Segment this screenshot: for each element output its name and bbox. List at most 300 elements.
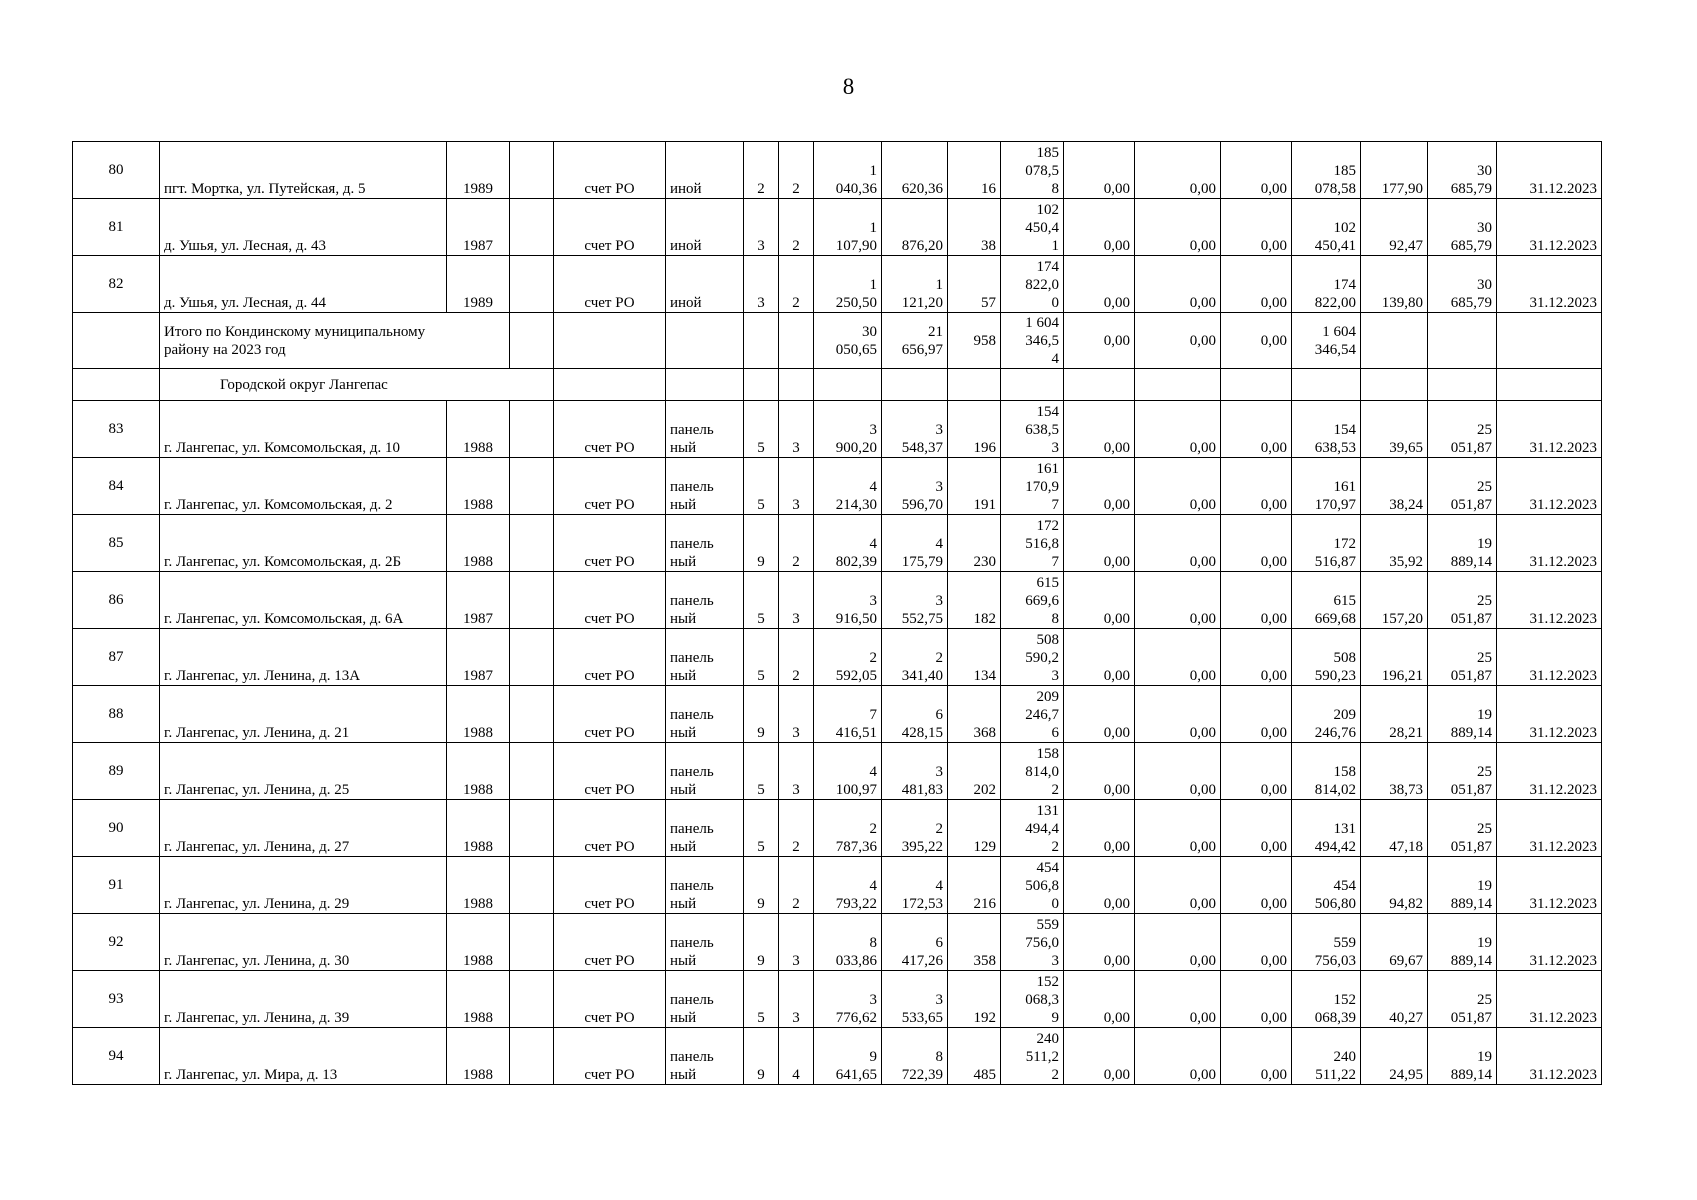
year-cell: 1988 [447,914,510,971]
wall-material-cell: панель ный [666,629,744,686]
limit-cell: 25 051,87 [1428,401,1497,458]
date-cell: 31.12.2023 [1497,199,1602,256]
total-v4: 1 604 346,54 [1292,313,1361,369]
residents-cell: 129 [948,800,1001,857]
per-sqm-cell: 47,18 [1361,800,1428,857]
area-living-cell: 8 722,39 [882,1028,948,1085]
table-row [73,256,1602,313]
address-cell: д. Ушья, ул. Лесная, д. 43 [160,199,447,256]
value4-cell: 172 516,87 [1292,515,1361,572]
total-v2: 0,00 [1135,313,1221,369]
total-row-group [73,313,1602,401]
value4-cell: 209 246,76 [1292,686,1361,743]
value1-cell: 0,00 [1064,971,1135,1028]
value2-cell: 0,00 [1135,199,1221,256]
floors-cell: 9 [744,686,779,743]
per-sqm-cell: 35,92 [1361,515,1428,572]
year-cell: 1987 [447,572,510,629]
value3-cell: 0,00 [1221,743,1292,800]
wall-material-cell: панель ный [666,857,744,914]
per-sqm-cell: 28,21 [1361,686,1428,743]
cost-cell: 240 511,2 2 [1001,1028,1064,1085]
value2-cell: 0,00 [1135,1028,1221,1085]
year-cell: 1988 [447,743,510,800]
per-sqm-cell: 69,67 [1361,914,1428,971]
row-number: 83 [73,401,160,458]
address-cell: г. Лангепас, ул. Ленина, д. 25 [160,743,447,800]
cost-cell: 454 506,8 0 [1001,857,1064,914]
address-cell: д. Ушья, ул. Лесная, д. 44 [160,256,447,313]
total-v1: 0,00 [1064,313,1135,369]
wall-material-cell: панель ный [666,515,744,572]
value4-cell: 185 078,58 [1292,142,1361,199]
value1-cell: 0,00 [1064,142,1135,199]
limit-cell: 19 889,14 [1428,686,1497,743]
fund-cell: счет РО [554,199,666,256]
value2-cell: 0,00 [1135,629,1221,686]
table-row [73,458,1602,515]
value3-cell: 0,00 [1221,256,1292,313]
area-living-cell: 1 121,20 [882,256,948,313]
value2-cell: 0,00 [1135,743,1221,800]
wall-material-cell: панель ный [666,1028,744,1085]
value3-cell: 0,00 [1221,800,1292,857]
value1-cell: 0,00 [1064,629,1135,686]
empty-cell [510,800,554,857]
value1-cell: 0,00 [1064,914,1135,971]
address-cell: пгт. Мортка, ул. Путейская, д. 5 [160,142,447,199]
entrances-cell: 2 [779,515,814,572]
year-cell: 1989 [447,256,510,313]
total-row [73,313,1602,369]
area-living-cell: 6 417,26 [882,914,948,971]
value2-cell: 0,00 [1135,971,1221,1028]
area-total-cell: 8 033,86 [814,914,882,971]
value2-cell: 0,00 [1135,572,1221,629]
wall-material-cell: панель ный [666,743,744,800]
wall-material-cell: панель ный [666,572,744,629]
date-cell: 31.12.2023 [1497,686,1602,743]
area-living-cell: 2 395,22 [882,800,948,857]
value4-cell: 508 590,23 [1292,629,1361,686]
value3-cell: 0,00 [1221,1028,1292,1085]
total-cost: 1 604 346,5 4 [1001,313,1064,369]
residents-cell: 358 [948,914,1001,971]
empty-cell [510,199,554,256]
value4-cell: 615 669,68 [1292,572,1361,629]
fund-cell: счет РО [554,629,666,686]
value1-cell: 0,00 [1064,458,1135,515]
row-number: 80 [73,142,160,199]
row-number: 90 [73,800,160,857]
cost-cell: 209 246,7 6 [1001,686,1064,743]
date-cell: 31.12.2023 [1497,142,1602,199]
empty-cell [510,458,554,515]
floors-cell: 9 [744,857,779,914]
value1-cell: 0,00 [1064,743,1135,800]
cost-cell: 158 814,0 2 [1001,743,1064,800]
residents-cell: 38 [948,199,1001,256]
row-number: 93 [73,971,160,1028]
residents-cell: 134 [948,629,1001,686]
date-cell: 31.12.2023 [1497,256,1602,313]
value2-cell: 0,00 [1135,800,1221,857]
limit-cell: 30 685,79 [1428,142,1497,199]
table-row [73,743,1602,800]
wall-material-cell: панель ный [666,800,744,857]
floors-cell: 5 [744,743,779,800]
year-cell: 1988 [447,515,510,572]
table-row [73,857,1602,914]
empty-cell [510,401,554,458]
value4-cell: 559 756,03 [1292,914,1361,971]
value2-cell: 0,00 [1135,458,1221,515]
value1-cell: 0,00 [1064,857,1135,914]
date-cell: 31.12.2023 [1497,743,1602,800]
value3-cell: 0,00 [1221,914,1292,971]
date-cell: 31.12.2023 [1497,1028,1602,1085]
value4-cell: 154 638,53 [1292,401,1361,458]
table-row [73,686,1602,743]
address-cell: г. Лангепас, ул. Комсомольская, д. 6А [160,572,447,629]
value3-cell: 0,00 [1221,971,1292,1028]
row-number: 91 [73,857,160,914]
area-total-cell: 4 793,22 [814,857,882,914]
value3-cell: 0,00 [1221,629,1292,686]
cost-cell: 174 822,0 0 [1001,256,1064,313]
floors-cell: 2 [744,142,779,199]
address-cell: г. Лангепас, ул. Ленина, д. 39 [160,971,447,1028]
table-row [73,515,1602,572]
total-residents: 958 [948,313,1001,369]
area-living-cell: 2 341,40 [882,629,948,686]
floors-cell: 9 [744,515,779,572]
entrances-cell: 2 [779,256,814,313]
limit-cell: 30 685,79 [1428,199,1497,256]
limit-cell: 25 051,87 [1428,743,1497,800]
wall-material-cell: панель ный [666,971,744,1028]
value1-cell: 0,00 [1064,401,1135,458]
row-number: 85 [73,515,160,572]
address-cell: г. Лангепас, ул. Комсомольская, д. 2Б [160,515,447,572]
page-number: 8 [842,74,855,99]
area-living-cell: 4 175,79 [882,515,948,572]
fund-cell: счет РО [554,142,666,199]
cost-cell: 152 068,3 9 [1001,971,1064,1028]
fund-cell: счет РО [554,686,666,743]
residents-cell: 57 [948,256,1001,313]
per-sqm-cell: 157,20 [1361,572,1428,629]
address-cell: г. Лангепас, ул. Мира, д. 13 [160,1028,447,1085]
address-cell: г. Лангепас, ул. Ленина, д. 29 [160,857,447,914]
fund-cell: счет РО [554,1028,666,1085]
fund-cell: счет РО [554,401,666,458]
per-sqm-cell: 196,21 [1361,629,1428,686]
year-cell: 1987 [447,629,510,686]
residents-cell: 191 [948,458,1001,515]
residents-cell: 182 [948,572,1001,629]
area-total-cell: 7 416,51 [814,686,882,743]
entrances-cell: 2 [779,800,814,857]
fund-cell: счет РО [554,800,666,857]
value4-cell: 158 814,02 [1292,743,1361,800]
year-cell: 1988 [447,401,510,458]
floors-cell: 5 [744,572,779,629]
area-total-cell: 3 900,20 [814,401,882,458]
entrances-cell: 2 [779,199,814,256]
date-cell: 31.12.2023 [1497,629,1602,686]
row-number: 92 [73,914,160,971]
year-cell: 1988 [447,800,510,857]
floors-cell: 9 [744,1028,779,1085]
value1-cell: 0,00 [1064,199,1135,256]
limit-cell: 19 889,14 [1428,515,1497,572]
value2-cell: 0,00 [1135,857,1221,914]
cost-cell: 559 756,0 3 [1001,914,1064,971]
year-cell: 1988 [447,686,510,743]
table-row [73,142,1602,199]
row-number: 81 [73,199,160,256]
wall-material-cell: иной [666,142,744,199]
value4-cell: 152 068,39 [1292,971,1361,1028]
limit-cell: 25 051,87 [1428,800,1497,857]
value3-cell: 0,00 [1221,515,1292,572]
cost-cell: 131 494,4 2 [1001,800,1064,857]
fund-cell: счет РО [554,857,666,914]
table-body-kondinsky [73,142,1602,313]
date-cell: 31.12.2023 [1497,971,1602,1028]
section-header-row [73,369,1602,401]
date-cell: 31.12.2023 [1497,572,1602,629]
table-row [73,401,1602,458]
address-cell: г. Лангепас, ул. Ленина, д. 30 [160,914,447,971]
residents-cell: 485 [948,1028,1001,1085]
value4-cell: 161 170,97 [1292,458,1361,515]
address-cell: г. Лангепас, ул. Комсомольская, д. 2 [160,458,447,515]
entrances-cell: 3 [779,686,814,743]
table-row [73,971,1602,1028]
cost-cell: 172 516,8 7 [1001,515,1064,572]
limit-cell: 25 051,87 [1428,629,1497,686]
value2-cell: 0,00 [1135,401,1221,458]
residents-cell: 216 [948,857,1001,914]
cost-cell: 154 638,5 3 [1001,401,1064,458]
address-cell: г. Лангепас, ул. Комсомольская, д. 10 [160,401,447,458]
empty-cell [510,857,554,914]
value1-cell: 0,00 [1064,572,1135,629]
value1-cell: 0,00 [1064,515,1135,572]
total-label: Итого по Кондинскому муниципальному району на 2023 год [160,313,510,369]
table-row [73,572,1602,629]
housing-repair-table [72,141,1602,1085]
value3-cell: 0,00 [1221,199,1292,256]
table-body-langepas [73,401,1602,1085]
limit-cell: 25 051,87 [1428,458,1497,515]
limit-cell: 25 051,87 [1428,971,1497,1028]
area-living-cell: 620,36 [882,142,948,199]
per-sqm-cell: 177,90 [1361,142,1428,199]
wall-material-cell: иной [666,199,744,256]
value4-cell: 102 450,41 [1292,199,1361,256]
year-cell: 1989 [447,142,510,199]
row-number: 88 [73,686,160,743]
limit-cell: 25 051,87 [1428,572,1497,629]
per-sqm-cell: 92,47 [1361,199,1428,256]
value1-cell: 0,00 [1064,1028,1135,1085]
wall-material-cell: иной [666,256,744,313]
row-number: 86 [73,572,160,629]
residents-cell: 16 [948,142,1001,199]
fund-cell: счет РО [554,914,666,971]
cost-cell: 102 450,4 1 [1001,199,1064,256]
value3-cell: 0,00 [1221,572,1292,629]
area-total-cell: 2 787,36 [814,800,882,857]
area-total-cell: 9 641,65 [814,1028,882,1085]
per-sqm-cell: 139,80 [1361,256,1428,313]
section-title: Городской округ Лангепас [160,369,554,401]
entrances-cell: 3 [779,743,814,800]
residents-cell: 202 [948,743,1001,800]
value3-cell: 0,00 [1221,458,1292,515]
value4-cell: 240 511,22 [1292,1028,1361,1085]
row-number: 87 [73,629,160,686]
table-row [73,629,1602,686]
table-row [73,800,1602,857]
cost-cell: 161 170,9 7 [1001,458,1064,515]
residents-cell: 196 [948,401,1001,458]
date-cell: 31.12.2023 [1497,914,1602,971]
floors-cell: 5 [744,458,779,515]
wall-material-cell: панель ный [666,401,744,458]
fund-cell: счет РО [554,515,666,572]
area-total-cell: 4 214,30 [814,458,882,515]
entrances-cell: 3 [779,401,814,458]
fund-cell: счет РО [554,971,666,1028]
empty-cell [510,629,554,686]
area-living-cell: 3 481,83 [882,743,948,800]
date-cell: 31.12.2023 [1497,857,1602,914]
area-living-cell: 3 548,37 [882,401,948,458]
entrances-cell: 3 [779,572,814,629]
entrances-cell: 3 [779,971,814,1028]
date-cell: 31.12.2023 [1497,458,1602,515]
residents-cell: 230 [948,515,1001,572]
entrances-cell: 2 [779,857,814,914]
table-row [73,199,1602,256]
total-area-living: 21 656,97 [882,313,948,369]
empty-cell [510,256,554,313]
entrances-cell: 3 [779,914,814,971]
area-total-cell: 3 776,62 [814,971,882,1028]
value3-cell: 0,00 [1221,686,1292,743]
row-number: 89 [73,743,160,800]
value2-cell: 0,00 [1135,256,1221,313]
per-sqm-cell: 38,24 [1361,458,1428,515]
fund-cell: счет РО [554,743,666,800]
area-living-cell: 6 428,15 [882,686,948,743]
year-cell: 1987 [447,199,510,256]
per-sqm-cell: 40,27 [1361,971,1428,1028]
value3-cell: 0,00 [1221,857,1292,914]
wall-material-cell: панель ный [666,914,744,971]
limit-cell: 30 685,79 [1428,256,1497,313]
floors-cell: 5 [744,800,779,857]
row-number: 82 [73,256,160,313]
area-living-cell: 3 596,70 [882,458,948,515]
value2-cell: 0,00 [1135,914,1221,971]
area-total-cell: 1 250,50 [814,256,882,313]
per-sqm-cell: 38,73 [1361,743,1428,800]
address-cell: г. Лангепас, ул. Ленина, д. 27 [160,800,447,857]
wall-material-cell: панель ный [666,458,744,515]
row-number: 84 [73,458,160,515]
empty-cell [510,572,554,629]
floors-cell: 5 [744,629,779,686]
total-num-cell [73,313,160,369]
limit-cell: 19 889,14 [1428,914,1497,971]
cost-cell: 615 669,6 8 [1001,572,1064,629]
date-cell: 31.12.2023 [1497,800,1602,857]
fund-cell: счет РО [554,256,666,313]
area-total-cell: 3 916,50 [814,572,882,629]
floors-cell: 3 [744,199,779,256]
table-row [73,914,1602,971]
entrances-cell: 2 [779,629,814,686]
date-cell: 31.12.2023 [1497,515,1602,572]
entrances-cell: 4 [779,1028,814,1085]
entrances-cell: 3 [779,458,814,515]
per-sqm-cell: 94,82 [1361,857,1428,914]
value2-cell: 0,00 [1135,515,1221,572]
area-living-cell: 876,20 [882,199,948,256]
year-cell: 1988 [447,857,510,914]
value3-cell: 0,00 [1221,142,1292,199]
entrances-cell: 2 [779,142,814,199]
date-cell: 31.12.2023 [1497,401,1602,458]
per-sqm-cell: 24,95 [1361,1028,1428,1085]
floors-cell: 5 [744,401,779,458]
year-cell: 1988 [447,1028,510,1085]
wall-material-cell: панель ный [666,686,744,743]
area-living-cell: 3 533,65 [882,971,948,1028]
value3-cell: 0,00 [1221,401,1292,458]
residents-cell: 368 [948,686,1001,743]
floors-cell: 5 [744,971,779,1028]
floors-cell: 9 [744,914,779,971]
area-total-cell: 1 107,90 [814,199,882,256]
empty-cell [510,1028,554,1085]
value2-cell: 0,00 [1135,142,1221,199]
value1-cell: 0,00 [1064,256,1135,313]
area-total-cell: 1 040,36 [814,142,882,199]
value1-cell: 0,00 [1064,686,1135,743]
limit-cell: 19 889,14 [1428,1028,1497,1085]
empty-cell [510,914,554,971]
cost-cell: 185 078,5 8 [1001,142,1064,199]
limit-cell: 19 889,14 [1428,857,1497,914]
empty-cell [510,515,554,572]
value1-cell: 0,00 [1064,800,1135,857]
per-sqm-cell: 39,65 [1361,401,1428,458]
area-total-cell: 4 802,39 [814,515,882,572]
area-total-cell: 4 100,97 [814,743,882,800]
value2-cell: 0,00 [1135,686,1221,743]
area-total-cell: 2 592,05 [814,629,882,686]
residents-cell: 192 [948,971,1001,1028]
value4-cell: 174 822,00 [1292,256,1361,313]
table-row [73,1028,1602,1085]
empty-cell [510,971,554,1028]
